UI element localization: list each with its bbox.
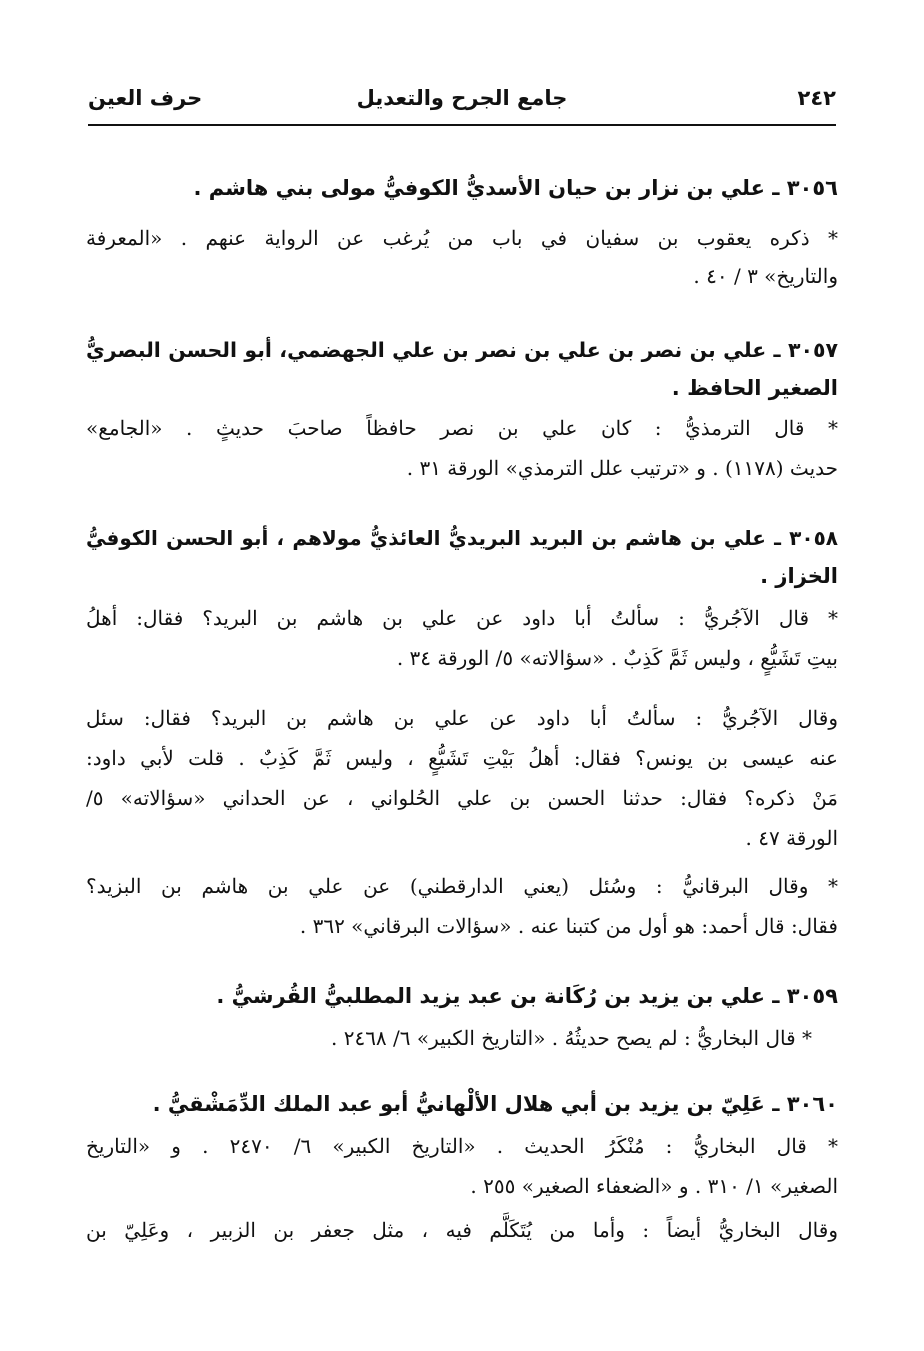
entry-3060-heading: ٣٠٦٠ ـ عَلِيّ بن يزيد بن أبي هلال الألْهانيُّ أبو عبد الملك الدِّمَشْقيُّ .	[152, 1092, 838, 1116]
entry-3056-heading: ٣٠٥٦ ـ علي بن نزار بن حيان الأسديُّ الكوفيُّ مولى بني هاشم .	[193, 176, 838, 200]
header-rule	[88, 124, 836, 126]
entry-3058-heading: ٣٠٥٨ ـ علي بن هاشم بن البريد البريديُّ العائذيُّ مولاهم ، أبو الحسن الكوفيُّ	[86, 526, 838, 550]
entry-3058-text: فقال: قال أحمد: هو أول من كتبنا عنه . «سؤالات البرقاني» ٣٦٢ .	[299, 914, 838, 938]
page-number: ٢٤٢	[797, 86, 836, 110]
entry-3058-text: الورقة ٤٧ .	[745, 826, 838, 850]
running-header	[88, 82, 836, 122]
entry-3058-text: عنه عيسى بن يونس؟ فقال: أهلُ بَيْتِ تَشَيُّعٍ ، وليس ثَمَّ كَذِبٌ . قلت لأبي داود:	[86, 746, 838, 770]
entry-3058-text: مَنْ ذكره؟ فقال: حدثنا الحسن بن علي الحُلواني ، عن الحداني «سؤالاته» ٥/	[86, 786, 838, 810]
book-title: جامع الجرح والتعديل	[356, 86, 568, 110]
section-title: حرف العين	[88, 86, 203, 110]
entry-3058-text: بيتِ تَشَيُّعٍ ، وليس ثَمَّ كَذِبٌ . «سؤالاته» ٥/ الورقة ٣٤ .	[396, 646, 838, 670]
entry-3058-text: وقال الآجُريُّ : سألتُ أبا داود عن علي بن هاشم بن البريد؟ فقال: سئل	[86, 706, 838, 730]
entry-3060-text: * قال البخاريُّ : مُنْكَرُ الحديث . «التاريخ الكبير» ٦/ ٢٤٧٠ . و «التاريخ	[86, 1134, 839, 1158]
entry-3056-text: * ذكره يعقوب بن سفيان في باب من يُرغب عن الرواية عنهم . «المعرفة	[86, 226, 838, 250]
entry-3059-heading: ٣٠٥٩ ـ علي بن يزيد بن رُكَانة بن عبد يزيد المطلبيُّ القُرشيُّ .	[216, 984, 838, 1008]
entry-3058-text: * قال الآجُريُّ : سألتُ أبا داود عن علي بن هاشم بن البريد؟ فقال: أهلُ	[86, 606, 838, 630]
entry-3058-text: * وقال البرقانيُّ : وسُئل (يعني الدارقطني) عن علي بن هاشم بن البزيد؟	[86, 874, 838, 898]
entry-3060-text: الصغير» ١/ ٣١٠ . و «الضعفاء الصغير» ٢٥٥ .	[470, 1174, 838, 1198]
entry-3057-heading: الصغير الحافظ .	[671, 376, 838, 400]
entry-3058-heading: الخزاز .	[760, 564, 838, 588]
entry-3057-heading: ٣٠٥٧ ـ علي بن نصر بن علي بن نصر بن علي الجهضمي، أبو الحسن البصريُّ	[86, 338, 838, 362]
entry-3056-text: والتاريخ» ٣ / ٤٠ .	[693, 264, 838, 288]
entry-3059-text: * قال البخاريُّ : لم يصح حديثُهُ . «التاريخ الكبير» ٦/ ٢٤٦٨ .	[330, 1026, 812, 1050]
entry-3060-text: وقال البخاريُّ أيضاً : وأما من يُتَكَلَّم فيه ، مثل جعفر بن الزبير ، وعَلِيّ بن	[86, 1218, 838, 1242]
entry-3057-text: حديث (١١٧٨) . و «ترتيب علل الترمذي» الورقة ٣١ .	[406, 456, 838, 480]
entry-3057-text: * قال الترمذيُّ : كان علي بن نصر حافظاً صاحبَ حديثٍ . «الجامع»	[86, 416, 838, 440]
